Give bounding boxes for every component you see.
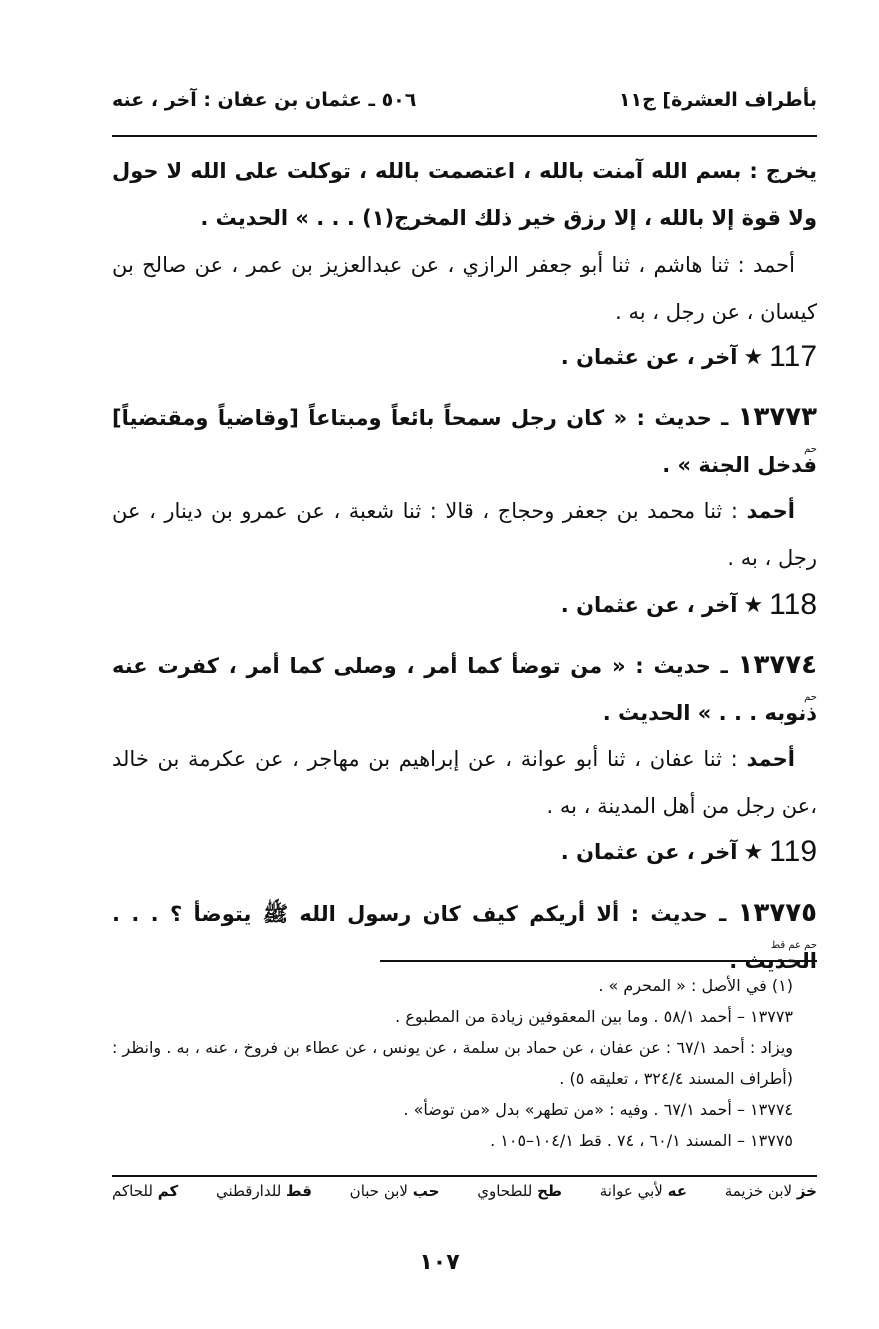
source-codes: حم عم قط <box>770 940 817 951</box>
chain-text: : ثنا محمد بن جعفر وحجاج ، قالا : ثنا شعبة ، عن عمرو بن دينار ، عن رجل ، به . <box>112 499 817 570</box>
abbreviation-item: كم للحاكم <box>112 1182 179 1200</box>
isnad-chain <box>112 488 817 582</box>
section-heading <box>561 337 817 377</box>
section-number: 117 <box>769 340 817 373</box>
footnote: ١٣٧٧٤ – أحمد ٦٧/١ . وفيه : «من تطهر» بدل «من توضأ» . <box>403 1100 793 1119</box>
hadith-text: ـ حديث : ألا أريكم كيف كان رسول الله ﷺ يتوضأ ؟ . . . الحديث . <box>112 902 817 973</box>
footnote: ١٣٧٧٥ – المسند ٦٠/١ ، ٧٤ . قط ١٠٤/١–١٠٥ . <box>490 1131 793 1150</box>
abbreviation-key <box>112 1182 817 1200</box>
section-title: آخر ، عن عثمان . <box>560 345 738 369</box>
isnad-chain <box>112 736 817 830</box>
source-codes: حم <box>804 444 817 455</box>
hadith-entry <box>112 642 817 737</box>
intro-chain: أحمد : ثنا هاشم ، ثنا أبو جعفر الرازي ، عن عبدالعزيز بن عمر ، عن صالح بن كيسان ، عن رجل ، به . <box>112 253 817 324</box>
hadith-number: ١٣٧٧٤ <box>737 650 817 680</box>
hadith-text: ـ حديث : « كان رجل سمحاً بائعاً ومبتاعاً [وقاضياً ومقتضياً] فدخل الجنة » . <box>112 406 817 477</box>
chain-text: : ثنا عفان ، ثنا أبو عوانة ، عن إبراهيم بن مهاجر ، عن عكرمة بن خالد ،عن رجل من أهل المدينة ، به . <box>112 747 817 818</box>
section-number: 118 <box>769 588 817 621</box>
abbreviation-item: طح للطحاوي <box>477 1182 563 1200</box>
footnote: (١) في الأصل : « المحرم » . <box>598 976 793 995</box>
intro-hadith-text: يخرج : بسم الله آمنت بالله ، اعتصمت بالله ، توكلت على الله لا حول ولا قوة إلا بالله ، إلا رزق خير ذلك المخرج(١) . . . » الحديث . <box>112 159 817 230</box>
section-title: آخر ، عن عثمان . <box>560 840 738 864</box>
chain-name: أحمد <box>746 499 795 523</box>
section-title: آخر ، عن عثمان . <box>560 593 738 617</box>
header-rule <box>112 135 817 137</box>
source-codes: حم <box>804 692 817 703</box>
abbreviation-item: حب لابن حبان <box>349 1182 440 1200</box>
header-left: ٥٠٦ ـ عثمان بن عفان : آخر ، عنه <box>112 89 417 111</box>
chain-name: أحمد <box>746 747 795 771</box>
star-icon: ★ <box>743 839 764 865</box>
hadith-number: ١٣٧٧٥ <box>737 898 817 928</box>
hadith-text: ـ حديث : « من توضأ كما أمر ، وصلى كما أمر ، كفرت عنه ذنوبه . . . » الحديث . <box>112 654 817 725</box>
abbreviation-item: خز لابن خزيمة <box>724 1182 817 1200</box>
page-number: ١٠٧ <box>419 1250 460 1275</box>
abbreviation-item: قط للدارقطني <box>215 1182 312 1200</box>
section-number: 119 <box>769 835 817 868</box>
hadith-number: ١٣٧٧٣ <box>737 402 817 432</box>
hadith-entry <box>112 394 817 489</box>
header-right: بأطراف العشرة] ج١١ <box>618 89 817 111</box>
abbreviation-item: عه لأبي عوانة <box>599 1182 687 1200</box>
footnote: ١٣٧٧٣ – أحمد ٥٨/١ . وما بين المعقوفين زيادة من المطبوع . <box>395 1007 793 1026</box>
section-heading <box>561 832 817 872</box>
section-heading <box>561 585 817 625</box>
footnote-rule <box>380 960 817 962</box>
running-header <box>112 82 817 118</box>
star-icon: ★ <box>743 344 764 370</box>
abbreviation-rule <box>112 1175 817 1177</box>
star-icon: ★ <box>743 592 764 618</box>
footnote: ويزاد : أحمد ٦٧/١ : عن عفان ، عن حماد بن سلمة ، عن يونس ، عن عطاء بن فروخ ، عنه ، به . وانظر : (أطراف المسند ٣٢٤/٤ ، تعليقه ٥) . <box>112 1038 793 1088</box>
footnotes <box>112 970 817 1156</box>
